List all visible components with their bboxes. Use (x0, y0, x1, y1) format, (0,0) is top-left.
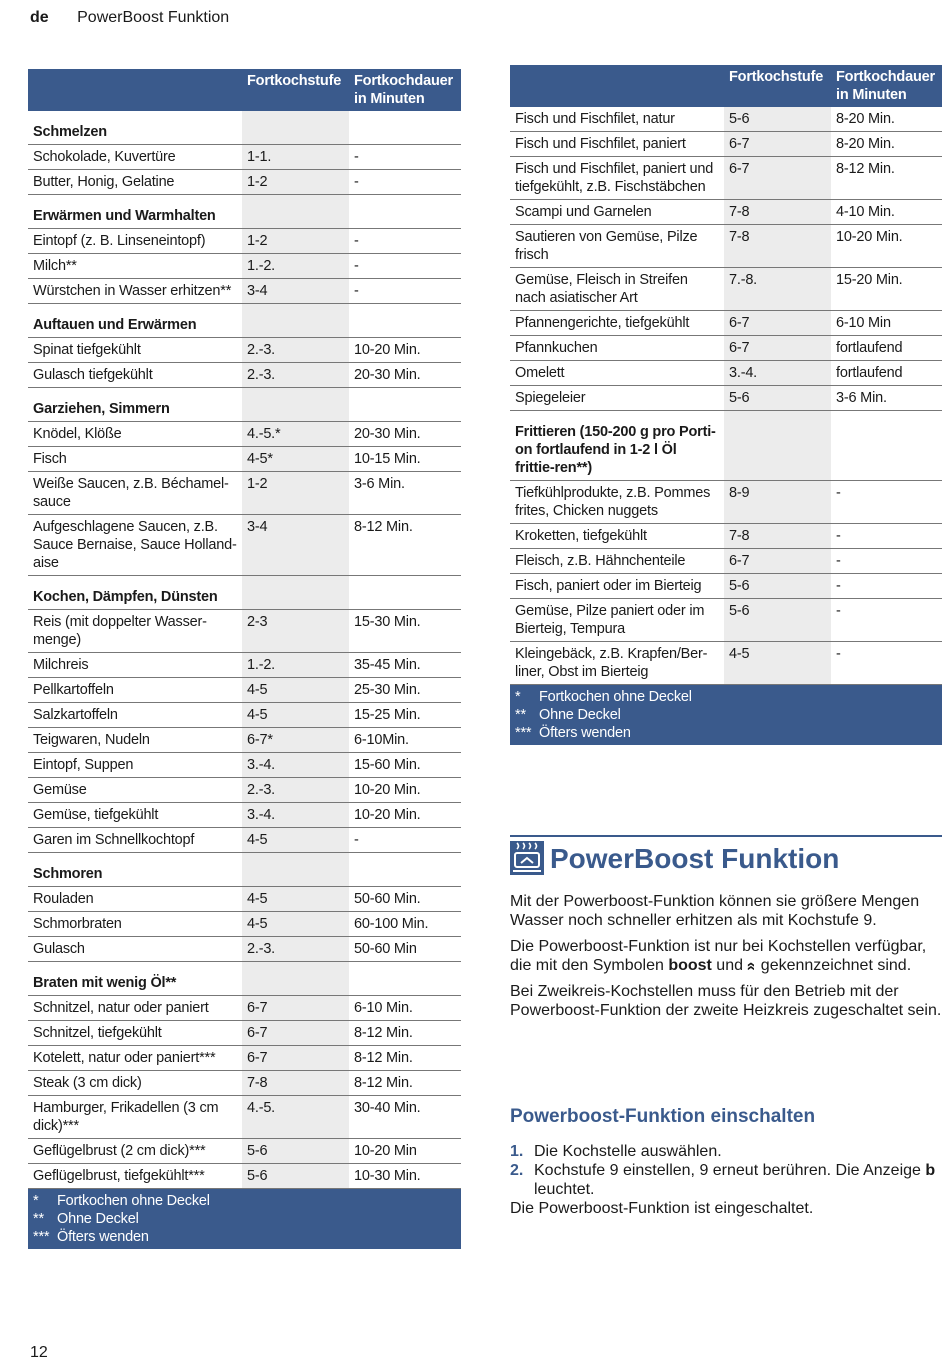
level-cell (242, 304, 349, 338)
duration-cell: 15-25 Min. (349, 703, 461, 728)
duration-cell: 3-6 Min. (831, 386, 942, 411)
duration-cell: - (831, 574, 942, 599)
footnote: ** Ohne Deckel (515, 707, 621, 723)
duration-cell: 35-45 Min. (349, 653, 461, 678)
table-section-row (28, 304, 461, 338)
duration-cell: 10-20 Min. (349, 778, 461, 803)
col-header-level: Fortkochstufe (724, 65, 831, 107)
table-row (510, 157, 942, 200)
table-row (28, 472, 461, 515)
table-row (510, 549, 942, 574)
level-cell: 4-5 (242, 912, 349, 937)
table-row (510, 107, 942, 132)
duration-cell (349, 195, 461, 229)
duration-cell: 8-20 Min. (831, 132, 942, 157)
level-cell: 3-4 (242, 515, 349, 576)
level-cell: 4-5 (242, 703, 349, 728)
duration-cell: 20-30 Min. (349, 363, 461, 388)
paragraph-dual-circuit: Bei Zweikreis-Kochstellen muss für den Betrieb mit der Powerboost-Funktion der zweite Heizkreis zugeschaltet sein. (510, 983, 942, 1019)
level-cell: 1-2 (242, 472, 349, 515)
duration-cell: - (831, 599, 942, 642)
duration-cell: 10-20 Min. (349, 803, 461, 828)
level-cell: 2.-3. (242, 363, 349, 388)
boost-symbol-label: boost (668, 956, 712, 974)
duration-cell: 8-12 Min. (349, 1021, 461, 1046)
table-row (28, 728, 461, 753)
table-row (28, 515, 461, 576)
dish-cell: Weiße Saucen, z.B. Béchamel-sauce (28, 472, 242, 515)
level-cell: 7-8 (724, 524, 831, 549)
level-cell: 3.-4. (242, 803, 349, 828)
table-row (28, 1164, 461, 1189)
language-code: de (30, 9, 49, 26)
duration-cell (349, 388, 461, 422)
dish-cell: Pfannkuchen (510, 336, 724, 361)
level-cell: 6-7 (724, 157, 831, 200)
duration-cell: 3-6 Min. (349, 472, 461, 515)
dish-cell: Erwärmen und Warmhalten (28, 195, 242, 229)
duration-cell: 10-20 Min. (349, 338, 461, 363)
level-cell (724, 411, 831, 481)
dish-cell: Gemüse, Fleisch in Streifen nach asiatischer Art (510, 268, 724, 311)
section-body (510, 893, 942, 1028)
cooking-table-left (28, 69, 461, 1249)
duration-cell: 60-100 Min. (349, 912, 461, 937)
table-row (510, 599, 942, 642)
table-row (510, 524, 942, 549)
duration-cell: 8-12 Min. (349, 1046, 461, 1071)
dish-cell: Teigwaren, Nudeln (28, 728, 242, 753)
paragraph-intro: Mit der Powerboost-Funktion können sie größere Mengen Wasser noch schneller erhitzen als mit Kochstufe 9. (510, 893, 920, 929)
duration-cell (349, 111, 461, 145)
table-row (28, 145, 461, 170)
level-cell: 6-7 (724, 132, 831, 157)
table-row (510, 336, 942, 361)
dish-cell: Scampi und Garnelen (510, 200, 724, 225)
dish-cell: Fisch und Fischfilet, paniert (510, 132, 724, 157)
table-row (510, 132, 942, 157)
dish-cell: Würstchen in Wasser erhitzen** (28, 279, 242, 304)
dish-cell: Gemüse (28, 778, 242, 803)
dish-cell: Fisch und Fischfilet, paniert und tiefgekühlt, z.B. Fischstäbchen (510, 157, 724, 200)
dish-cell: Steak (3 cm dick) (28, 1071, 242, 1096)
step-result: Die Powerboost-Funktion ist eingeschaltet. (510, 1200, 814, 1217)
duration-cell (831, 411, 942, 481)
dish-cell: Gulasch tiefgekühlt (28, 363, 242, 388)
table-row (28, 803, 461, 828)
table-row (510, 481, 942, 524)
table-section-row (28, 111, 461, 145)
duration-cell (349, 853, 461, 887)
table-row (28, 610, 461, 653)
duration-cell: 10-15 Min. (349, 447, 461, 472)
table-row (28, 887, 461, 912)
table-row (28, 422, 461, 447)
table-row (510, 268, 942, 311)
level-cell: 4-5 (242, 828, 349, 853)
table-footnotes (510, 685, 942, 746)
table-row (28, 1139, 461, 1164)
dish-cell: Eintopf (z. B. Linseneintopf) (28, 229, 242, 254)
dish-cell: Schnitzel, tiefgekühlt (28, 1021, 242, 1046)
dish-cell: Schmorbraten (28, 912, 242, 937)
level-cell: 4.-5. (242, 1096, 349, 1139)
table-row (28, 1046, 461, 1071)
level-cell: 2.-3. (242, 937, 349, 962)
table-row (510, 311, 942, 336)
level-cell (242, 388, 349, 422)
duration-cell: 25-30 Min. (349, 678, 461, 703)
level-cell: 1-2 (242, 170, 349, 195)
dish-cell: Fisch und Fischfilet, natur (510, 107, 724, 132)
dish-cell: Schnitzel, natur oder paniert (28, 996, 242, 1021)
page-number: 12 (30, 1344, 48, 1361)
duration-cell: 15-60 Min. (349, 753, 461, 778)
dish-cell: Reis (mit doppelter Wasser-menge) (28, 610, 242, 653)
dish-cell: Salzkartoffeln (28, 703, 242, 728)
level-cell: 5-6 (724, 574, 831, 599)
level-cell: 1-2 (242, 229, 349, 254)
level-cell: 1.-2. (242, 254, 349, 279)
dish-cell: Kochen, Dämpfen, Dünsten (28, 576, 242, 610)
dish-cell: Fisch, paniert oder im Bierteig (510, 574, 724, 599)
dish-cell: Eintopf, Suppen (28, 753, 242, 778)
dish-cell: Gemüse, tiefgekühlt (28, 803, 242, 828)
level-cell: 5-6 (724, 386, 831, 411)
level-cell: 5-6 (724, 599, 831, 642)
level-cell: 5-6 (724, 107, 831, 132)
footnote: * Fortkochen ohne Deckel (515, 689, 692, 705)
duration-cell: - (349, 254, 461, 279)
step-2: 2. Kochstufe 9 einstellen, 9 erneut berühren. Die Anzeige b leuchtet. (510, 1162, 936, 1198)
dish-cell: Fisch (28, 447, 242, 472)
level-cell: 7-8 (724, 200, 831, 225)
dish-cell: Spinat tiefgekühlt (28, 338, 242, 363)
section-title: PowerBoost Funktion (550, 843, 840, 874)
dish-cell: Hamburger, Frikadellen (3 cm dick)*** (28, 1096, 242, 1139)
table-row (28, 778, 461, 803)
level-cell: 5-6 (242, 1164, 349, 1189)
dish-cell: Butter, Honig, Gelatine (28, 170, 242, 195)
table-section-row (28, 195, 461, 229)
table-row (28, 1071, 461, 1096)
level-cell: 5-6 (242, 1139, 349, 1164)
table-row (28, 1096, 461, 1139)
level-cell: 3-4 (242, 279, 349, 304)
dish-cell: Braten mit wenig Öl** (28, 962, 242, 996)
dish-cell: Sautieren von Gemüse, Pilze frisch (510, 225, 724, 268)
footnote: ** Ohne Deckel (33, 1211, 139, 1227)
footnote: * Fortkochen ohne Deckel (33, 1193, 210, 1209)
level-cell: 4-5 (242, 887, 349, 912)
col-header-level: Fortkochstufe (242, 69, 349, 111)
duration-cell: - (349, 828, 461, 853)
level-cell: 2.-3. (242, 338, 349, 363)
level-cell: 4-5 (242, 678, 349, 703)
col-header-duration: Fortkochdauer in Minuten (831, 65, 942, 107)
instruction-steps (510, 1142, 942, 1218)
dish-cell: Schokolade, Kuvertüre (28, 145, 242, 170)
dish-cell: Milch** (28, 254, 242, 279)
table-row (28, 653, 461, 678)
dish-cell: Kroketten, tiefgekühlt (510, 524, 724, 549)
dish-cell: Frittieren (150-200 g pro Porti-on fortlaufend in 1-2 l Öl frittie-ren**) (510, 411, 724, 481)
table-section-row (28, 576, 461, 610)
dish-cell: Kleingebäck, z.B. Krapfen/Ber-liner, Obst im Bierteig (510, 642, 724, 685)
col-header-dish (510, 65, 724, 107)
duration-cell: - (349, 170, 461, 195)
table-row (510, 642, 942, 685)
dish-cell: Fleisch, z.B. Hähnchenteile (510, 549, 724, 574)
level-cell: 6-7 (724, 549, 831, 574)
table-row (510, 386, 942, 411)
cooking-table-right (510, 65, 942, 745)
footnote: *** Öfters wenden (33, 1229, 149, 1245)
level-cell: 3.-4. (242, 753, 349, 778)
table-footnotes (28, 1189, 461, 1250)
table-row (28, 447, 461, 472)
dish-cell: Schmelzen (28, 111, 242, 145)
table-row (28, 338, 461, 363)
dish-cell: Pellkartoffeln (28, 678, 242, 703)
paragraph-availability: Die Powerboost-Funktion ist nur bei Kochstellen verfügbar, die mit den Symbolen boost und » gekennzeichnet sind. (510, 938, 927, 974)
level-cell: 6-7 (724, 311, 831, 336)
dish-cell: Tiefkühlprodukte, z.B. Pommes frites, Chicken nuggets (510, 481, 724, 524)
duration-cell: 6-10Min. (349, 728, 461, 753)
duration-cell: 6-10 Min (831, 311, 942, 336)
level-cell (242, 111, 349, 145)
dish-cell: Geflügelbrust (2 cm dick)*** (28, 1139, 242, 1164)
level-cell: 6-7 (242, 1046, 349, 1071)
dish-cell: Schmoren (28, 853, 242, 887)
table-row (28, 1021, 461, 1046)
level-cell: 1.-2. (242, 653, 349, 678)
dish-cell: Geflügelbrust, tiefgekühlt*** (28, 1164, 242, 1189)
dish-cell: Auftauen und Erwärmen (28, 304, 242, 338)
duration-cell: 15-30 Min. (349, 610, 461, 653)
table-row (28, 170, 461, 195)
col-header-dish (28, 69, 242, 111)
table-row (28, 229, 461, 254)
table-row (28, 753, 461, 778)
powerboost-icon (510, 841, 544, 875)
table-row (28, 279, 461, 304)
duration-cell: 8-12 Min. (831, 157, 942, 200)
level-cell: 7-8 (242, 1071, 349, 1096)
duration-cell: 10-20 Min (349, 1139, 461, 1164)
header-title: PowerBoost Funktion (77, 9, 230, 26)
duration-cell (349, 304, 461, 338)
level-cell (242, 195, 349, 229)
level-cell: 8-9 (724, 481, 831, 524)
footnote: *** Öfters wenden (515, 725, 631, 741)
dish-cell: Garziehen, Simmern (28, 388, 242, 422)
duration-cell: - (831, 481, 942, 524)
duration-cell: 20-30 Min. (349, 422, 461, 447)
duration-cell: - (349, 279, 461, 304)
dish-cell: Gemüse, Pilze paniert oder im Bierteig, Tempura (510, 599, 724, 642)
duration-cell: 10-30 Min. (349, 1164, 461, 1189)
table-row (510, 200, 942, 225)
duration-cell: 6-10 Min. (349, 996, 461, 1021)
dish-cell: Rouladen (28, 887, 242, 912)
duration-cell: - (349, 229, 461, 254)
level-cell: 4.-5.* (242, 422, 349, 447)
duration-cell: - (831, 524, 942, 549)
dish-cell: Knödel, Klöße (28, 422, 242, 447)
dish-cell: Pfannengerichte, tiefgekühlt (510, 311, 724, 336)
table-row (28, 828, 461, 853)
duration-cell: 8-12 Min. (349, 515, 461, 576)
table-section-row (28, 853, 461, 887)
table-row (28, 996, 461, 1021)
level-cell: 4-5 (724, 642, 831, 685)
level-cell: 6-7 (724, 336, 831, 361)
duration-cell (349, 962, 461, 996)
duration-cell: 30-40 Min. (349, 1096, 461, 1139)
table-row (510, 361, 942, 386)
duration-cell: fortlaufend (831, 361, 942, 386)
level-cell: 2-3 (242, 610, 349, 653)
duration-cell (349, 576, 461, 610)
duration-cell: - (831, 642, 942, 685)
duration-cell: 50-60 Min (349, 937, 461, 962)
subsection-title: Powerboost-Funktion einschalten (510, 1106, 816, 1127)
level-cell (242, 853, 349, 887)
table-row (28, 912, 461, 937)
level-cell: 6-7* (242, 728, 349, 753)
level-cell: 6-7 (242, 1021, 349, 1046)
table-section-row (28, 388, 461, 422)
table-row (510, 574, 942, 599)
duration-cell: 8-12 Min. (349, 1071, 461, 1096)
dish-cell: Kotelett, natur oder paniert*** (28, 1046, 242, 1071)
duration-cell: 8-20 Min. (831, 107, 942, 132)
table-row (28, 254, 461, 279)
step-1: 1. Die Kochstelle auswählen. (510, 1143, 722, 1160)
duration-cell: 15-20 Min. (831, 268, 942, 311)
duration-cell: - (349, 145, 461, 170)
level-cell: 7-8 (724, 225, 831, 268)
dish-cell: Garen im Schnellkochtopf (28, 828, 242, 853)
duration-cell: - (831, 549, 942, 574)
level-cell: 3.-4. (724, 361, 831, 386)
level-cell (242, 962, 349, 996)
table-row (28, 703, 461, 728)
dish-cell: Gulasch (28, 937, 242, 962)
level-cell: 4-5* (242, 447, 349, 472)
boost-display-icon: b (925, 1162, 936, 1179)
col-header-duration: Fortkochdauer in Minuten (349, 69, 461, 111)
dish-cell: Spiegeleier (510, 386, 724, 411)
section-heading (510, 835, 942, 875)
page-header (30, 9, 229, 27)
table-row (28, 678, 461, 703)
table-row (510, 225, 942, 268)
duration-cell: 10-20 Min. (831, 225, 942, 268)
dish-cell: Aufgeschlagene Saucen, z.B. Sauce Bernaise, Sauce Holland-aise (28, 515, 242, 576)
table-section-row (510, 411, 942, 481)
level-cell: 7.-8. (724, 268, 831, 311)
duration-cell: 50-60 Min. (349, 887, 461, 912)
duration-cell: fortlaufend (831, 336, 942, 361)
dish-cell: Omelett (510, 361, 724, 386)
level-cell: 6-7 (242, 996, 349, 1021)
duration-cell: 4-10 Min. (831, 200, 942, 225)
table-row (28, 937, 461, 962)
level-cell: 1-1. (242, 145, 349, 170)
table-section-row (28, 962, 461, 996)
dish-cell: Milchreis (28, 653, 242, 678)
double-chevron-icon: » (742, 961, 760, 971)
level-cell (242, 576, 349, 610)
table-row (28, 363, 461, 388)
level-cell: 2.-3. (242, 778, 349, 803)
